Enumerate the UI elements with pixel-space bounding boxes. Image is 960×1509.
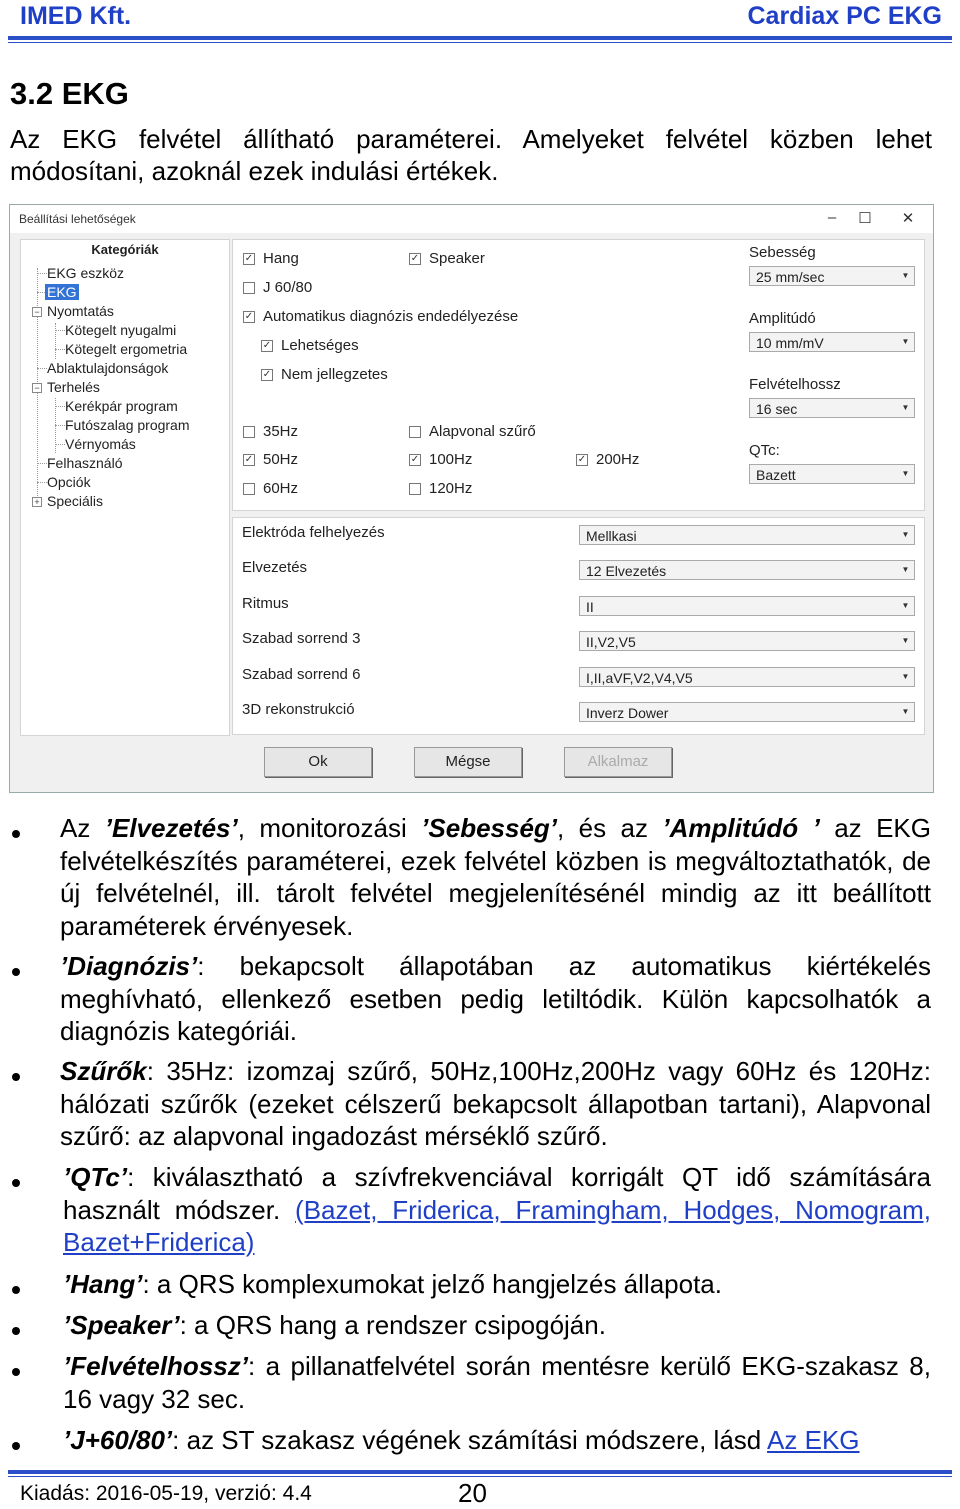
- dialog-title: Beállítási lehetőségek: [19, 212, 136, 226]
- categories-header: Kategóriák: [91, 242, 159, 257]
- elvezetes-select[interactable]: 12 Elvezetés ▼: [579, 560, 915, 580]
- edition-info: Kiadás: 2016-05-19, verzió: 4.4: [20, 1482, 312, 1505]
- j6080-checkbox[interactable]: J 60/80: [243, 279, 312, 296]
- chevron-down-icon: ▼: [901, 403, 910, 412]
- chevron-down-icon: ▼: [901, 672, 910, 681]
- 120hz-checkbox[interactable]: 120Hz: [409, 480, 472, 497]
- apply-button[interactable]: Alkalmaz: [564, 747, 672, 777]
- check-icon: ✓: [410, 454, 420, 466]
- auto-diagnosis-checkbox[interactable]: ✓ Automatikus diagnózis endedélyezése: [244, 308, 519, 325]
- tree-item-ekg[interactable]: EKG: [47, 284, 77, 300]
- amplitudo-label: Amplitúdó: [749, 310, 816, 327]
- expand-icon[interactable]: +: [32, 497, 42, 507]
- check-icon: ✓: [244, 253, 254, 265]
- minimize-icon[interactable]: –: [827, 209, 837, 226]
- chevron-down-icon: ▼: [901, 601, 910, 610]
- sebesseg-label: Sebesség: [749, 244, 816, 261]
- tree-item-futoszalag-program[interactable]: Futószalag program: [65, 417, 190, 433]
- tree-item-ekg-eszkoz[interactable]: EKG eszköz: [47, 265, 125, 281]
- check-icon: ✓: [410, 253, 420, 265]
- footer-divider: [8, 1470, 952, 1474]
- ekg-section-link[interactable]: Az EKG: [767, 1425, 860, 1455]
- settings-dialog: [9, 204, 934, 793]
- 100hz-checkbox[interactable]: ✓ 100Hz: [410, 451, 473, 468]
- sebesseg-select[interactable]: 25 mm/sec ▼: [749, 266, 915, 286]
- bullet-j6080: ’J+60/80’: az ST szakasz végének számítási módszere, lásd Az EKG: [63, 1425, 860, 1455]
- bullet-icon: [12, 1179, 20, 1187]
- bullet-icon: [12, 968, 20, 976]
- tree-item-kotegelt-nyugalmi[interactable]: Kötegelt nyugalmi: [65, 322, 177, 338]
- lead-settings-panel: [232, 517, 925, 735]
- check-icon: ✓: [244, 311, 254, 323]
- elektroda-label: Elektróda felhelyezés: [242, 524, 385, 541]
- maximize-icon[interactable]: ☐: [858, 210, 872, 227]
- nem-jellegzetes-checkbox[interactable]: ✓ Nem jellegzetes: [262, 366, 388, 383]
- check-icon: ✓: [244, 454, 254, 466]
- options-panel: [232, 239, 925, 511]
- alapvonal-szuro-checkbox[interactable]: Alapvonal szűrő: [409, 423, 536, 440]
- bullet-icon: [12, 1327, 20, 1335]
- bullet-icon: [12, 1368, 20, 1376]
- szabad-sorrend-3-select[interactable]: II,V2,V5 ▼: [579, 631, 915, 651]
- close-icon[interactable]: ✕: [901, 210, 915, 227]
- bullet-diagnozis: ’Diagnózis’: bekapcsolt állapotában az automatikus kiértékelés meghívható, ellenkező esetben pedig letiltódik. Külön kapcsolhatók a diagnózis kategóriái.: [60, 951, 931, 1046]
- felvetelhossz-label: Felvételhossz: [749, 376, 841, 393]
- tree-item-kerekpar-program[interactable]: Kerékpár program: [65, 398, 178, 414]
- szabad-sorrend-6-select[interactable]: I,II,aVF,V2,V4,V5 ▼: [579, 667, 915, 687]
- section-title: 3.2 EKG: [10, 76, 129, 111]
- 50hz-checkbox[interactable]: ✓ 50Hz: [244, 451, 299, 468]
- rekonstrukcio-label: 3D rekonstrukció: [242, 701, 355, 718]
- 35hz-checkbox[interactable]: 35Hz: [243, 423, 298, 440]
- chevron-down-icon: ▼: [901, 271, 910, 280]
- dialog-titlebar: [10, 205, 933, 233]
- bullet-qtc: ’QTc’: kiválasztható a szívfrekvenciával korrigált QT idő számítására használt módszer. (Bazet, Friderica, Framingham, Hodges, Nomogram, Bazet+Friderica): [63, 1162, 931, 1257]
- ok-button[interactable]: Ok: [264, 747, 372, 777]
- ritmus-label: Ritmus: [242, 595, 289, 612]
- chevron-down-icon: ▼: [901, 530, 910, 539]
- bullet-speaker: ’Speaker’: a QRS hang a rendszer csipogóján.: [63, 1310, 606, 1340]
- product-name: Cardiax PC EKG: [747, 2, 942, 30]
- tree-item-ablaktulajdonsagok[interactable]: Ablaktulajdonságok: [47, 360, 169, 376]
- tree-item-vernyomas[interactable]: Vérnyomás: [65, 436, 136, 452]
- bullet-icon: [12, 1442, 20, 1450]
- cancel-button[interactable]: Mégse: [414, 747, 522, 777]
- tree-item-felhasznalo[interactable]: Felhasználó: [47, 455, 123, 471]
- bullet-hang: ’Hang’: a QRS komplexumokat jelző hangjelzés állapota.: [63, 1269, 722, 1299]
- header-divider: [8, 36, 952, 40]
- bullet-icon: [12, 830, 20, 838]
- bullet-felvetelhossz: ’Felvételhossz’: a pillanatfelvétel során mentésre kerülő EKG-szakasz 8, 16 vagy 32 sec.: [63, 1351, 931, 1414]
- collapse-icon[interactable]: −: [32, 307, 42, 317]
- elektroda-select[interactable]: Mellkasi ▼: [579, 525, 915, 545]
- check-icon: ✓: [577, 454, 587, 466]
- chevron-down-icon: ▼: [901, 636, 910, 645]
- categories-panel: [20, 239, 230, 736]
- qtc-methods-link[interactable]: (Bazet, Friderica, Framingham, Hodges, Nomogram, Bazet+Friderica): [63, 1194, 931, 1257]
- ritmus-select[interactable]: II ▼: [579, 596, 915, 616]
- bullet-icon: [12, 1073, 20, 1081]
- amplitudo-select[interactable]: 10 mm/mV ▼: [749, 332, 915, 352]
- bullet-szurok: Szűrők: 35Hz: izomzaj szűrő, 50Hz,100Hz,200Hz vagy 60Hz és 120Hz: hálózati szűrők (ezeket célszerű bekapcsolt állapotban tartani), Alapvonal szűrő: az alapvonal ingadozást mérséklő szűrő.: [60, 1056, 931, 1151]
- szabad-sorrend-3-label: Szabad sorrend 3: [242, 630, 361, 647]
- 200hz-checkbox[interactable]: ✓ 200Hz: [577, 451, 640, 468]
- check-icon: ✓: [262, 340, 272, 352]
- hang-checkbox[interactable]: ✓ Hang: [244, 250, 299, 267]
- header-divider-thin: [8, 42, 952, 43]
- tree-item-terheles[interactable]: Terhelés: [47, 379, 100, 395]
- chevron-down-icon: ▼: [901, 707, 910, 716]
- bullet-elvezetes: Az ’Elvezetés’, monitorozási ’Sebesség’, és az ’Amplitúdó ’ az EKG felvételkészítés paraméterei, ezek felvétel közben is megváltoztathatók, de új felvételnél, ill. tárolt felvétel megjelenítésénél mindig az itt beállított paraméterek érvényesek.: [60, 813, 931, 941]
- bullet-icon: [12, 1286, 20, 1294]
- rekonstrukcio-select[interactable]: Inverz Dower ▼: [579, 702, 915, 722]
- tree-item-kotegelt-ergometria[interactable]: Kötegelt ergometria: [65, 341, 188, 357]
- tree-item-opciok[interactable]: Opciók: [47, 474, 91, 490]
- qtc-label: QTc:: [749, 442, 780, 459]
- tree-item-nyomtatas[interactable]: Nyomtatás: [47, 303, 114, 319]
- footer-divider-thin: [8, 1476, 952, 1477]
- szabad-sorrend-6-label: Szabad sorrend 6: [242, 666, 361, 683]
- qtc-select[interactable]: Bazett ▼: [749, 464, 915, 484]
- chevron-down-icon: ▼: [901, 469, 910, 478]
- intro-paragraph: Az EKG felvétel állítható paraméterei. Amelyeket felvétel közben lehet módosítani, azoknál ezek indulási értékek.: [10, 124, 932, 186]
- company-name: IMED Kft.: [20, 2, 132, 30]
- tree-item-specialis[interactable]: Speciális: [47, 493, 104, 509]
- elvezetes-label: Elvezetés: [242, 559, 308, 576]
- collapse-icon[interactable]: −: [32, 383, 42, 393]
- 60hz-checkbox[interactable]: 60Hz: [243, 480, 298, 497]
- check-icon: ✓: [262, 369, 272, 381]
- lehetseges-checkbox[interactable]: ✓ Lehetséges: [262, 337, 359, 354]
- chevron-down-icon: ▼: [901, 565, 910, 574]
- page-number: 20: [458, 1478, 487, 1508]
- speaker-checkbox[interactable]: ✓ Speaker: [410, 250, 485, 267]
- chevron-down-icon: ▼: [901, 337, 910, 346]
- felvetelhossz-select[interactable]: 16 sec ▼: [749, 398, 915, 418]
